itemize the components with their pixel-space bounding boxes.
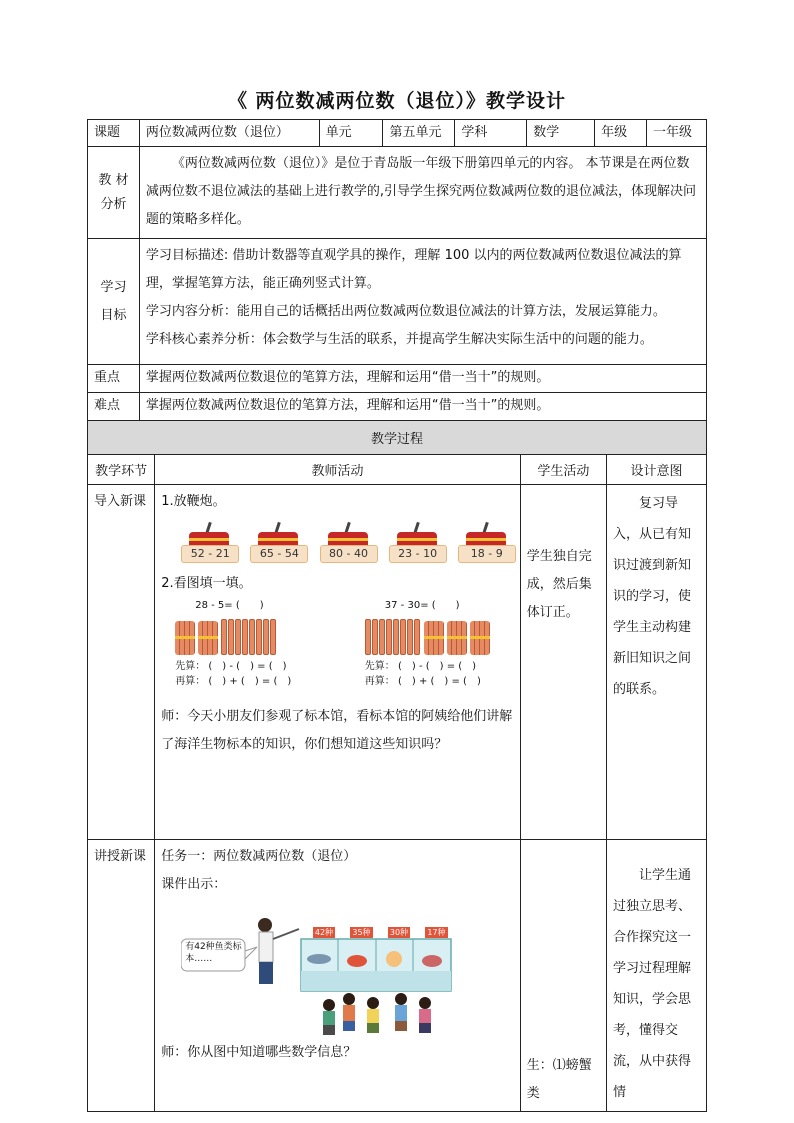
- lesson-slide: 课件出示：: [161, 877, 227, 892]
- species-tag: 35种: [352, 928, 371, 937]
- process-title: 教学过程: [88, 421, 707, 455]
- goals-text: [139, 239, 706, 365]
- intro-intent: 复习导入，从已有知识过渡到新知识的学习，使学生主动构建新旧知识之间的联系。: [607, 485, 707, 840]
- species-tag: 30种: [389, 928, 409, 937]
- sticks-right: [365, 617, 500, 655]
- calc-right-1: 先算： ( ) - ( ) = ( ): [364, 661, 477, 672]
- col-teacher: 教师活动: [155, 455, 521, 485]
- firecracker: [181, 522, 237, 566]
- fill-exercise: [161, 598, 514, 689]
- key-point-text: 掌握两位数减两位数退位的笔算方法，理解和运用“借一当十”的规则。: [139, 365, 706, 393]
- stick-bundle: [175, 621, 195, 655]
- stick-bundle: [470, 621, 490, 655]
- firecracker: [458, 522, 514, 566]
- lesson-stage: 讲授新课: [88, 840, 155, 1112]
- subject-label: 学科: [455, 120, 527, 147]
- stick-bundle: [198, 621, 218, 655]
- goals-label: [88, 239, 140, 365]
- species-tag: 17种: [427, 928, 446, 937]
- intro-student: 学生独自完成，然后集体订正。: [520, 485, 606, 840]
- col-stage: 教学环节: [88, 455, 155, 485]
- unit-label: 单元: [319, 120, 383, 147]
- difficulty-label: 难点: [88, 393, 140, 421]
- material-label-line1: 教 材: [98, 172, 129, 188]
- intro-stage: 导入新课: [88, 485, 155, 840]
- firecracker-expression: 80 - 40: [320, 545, 378, 563]
- goals-label-line2: 目标: [100, 307, 127, 323]
- course-label: 课题: [88, 120, 140, 147]
- equation-right: 37 - 30= ( ): [384, 600, 460, 611]
- lesson-student-text: 生：⑴螃蟹类: [526, 1058, 592, 1101]
- exercise-right: [365, 598, 500, 689]
- goals-p3: 学科核心素养分析：体会数学与生活的联系，并提高学生解决实际生活中的问题的能力。: [145, 332, 653, 347]
- goals-p2: 学习内容分析：能用自己的话概括出两位数减两位数退位减法的计算方法，发展运算能力。: [145, 304, 666, 319]
- col-intent: 设计意图: [607, 455, 707, 485]
- equation-left: 28 - 5= ( ): [195, 600, 264, 611]
- material-text: 《两位数减两位数（退位）》是位于青岛版一年级下册第四单元的内容。 本节课是在两位数减两位数不退位减法的基础上进行教学的,引导学生探究两位数减两位数的退位减法，体现解决问题的策略多样化。: [139, 147, 706, 239]
- stick-bundle: [447, 621, 467, 655]
- calc-left-1: 先算： ( ) - ( ) = ( ): [175, 661, 287, 672]
- calc-left-2: 再算： ( ) + ( ) = ( ): [175, 676, 292, 687]
- lesson-teacher: [155, 840, 521, 1112]
- firecracker-expression: 52 - 21: [181, 545, 239, 563]
- firecracker: [389, 522, 445, 566]
- intro-item1: 1.放鞭炮。: [161, 494, 226, 509]
- grade-label: 年级: [595, 120, 647, 147]
- firecracker-expression: 65 - 54: [250, 545, 308, 563]
- exercise-left: [175, 598, 305, 689]
- intro-item2: 2.看图填一填。: [161, 576, 252, 591]
- lesson-student: [520, 840, 606, 1112]
- lesson-intent: 让学生通过独立思考、合作探究这一学习过程理解知识，学会思考，懂得交流，从中获得情: [607, 840, 707, 1112]
- firecracker-row: [181, 522, 514, 566]
- subject-value: 数学: [527, 120, 595, 147]
- info-table: [87, 119, 707, 421]
- material-label-line2: 分析: [100, 196, 127, 212]
- firecracker-expression: 23 - 10: [389, 545, 447, 563]
- material-label: [88, 147, 140, 239]
- goals-label-line1: 学习: [100, 279, 127, 295]
- intro-teacher-text: 师：今天小朋友们参观了标本馆，看标本馆的阿姨给他们讲解了海洋生物标本的知识，你们想知道这些知识吗？: [161, 709, 513, 752]
- firecracker: [320, 522, 376, 566]
- unit-value: 第五单元: [383, 120, 455, 147]
- key-point-label: 重点: [88, 365, 140, 393]
- grade-value: 一年级: [647, 120, 707, 147]
- sticks-left: [175, 617, 305, 655]
- museum-tags: [305, 927, 455, 938]
- firecracker: [250, 522, 306, 566]
- difficulty-text: 掌握两位数减两位数退位的笔算方法，理解和运用“借一当十”的规则。: [139, 393, 706, 421]
- course-value: 两位数减两位数（退位）: [139, 120, 319, 147]
- museum-scene: [181, 899, 481, 1039]
- stick-bundle: [424, 621, 444, 655]
- goals-p1: 学习目标描述: 借助计数器等直观学具的操作，理解 100 以内的两位数减两位数退位减法的算理，掌握笔算方法，能正确列竖式计算。: [145, 248, 682, 291]
- intro-teacher: [155, 485, 521, 840]
- lesson-task: 任务一：两位数减两位数（退位）: [161, 849, 357, 864]
- calc-right-2: 再算： ( ) + ( ) = ( ): [364, 676, 481, 687]
- species-tag: 42种: [314, 928, 334, 937]
- firecracker-expression: 18 - 9: [458, 545, 516, 563]
- museum-illustration: [161, 899, 514, 1039]
- col-student: 学生活动: [520, 455, 606, 485]
- speech-bubble-text: 有42种鱼类标本……: [185, 942, 242, 964]
- process-table: [87, 420, 707, 1112]
- page-title: 《 两位数减两位数（退位）》教学设计: [227, 90, 567, 112]
- lesson-question: 师：你从图中知道哪些数学信息？: [161, 1045, 357, 1060]
